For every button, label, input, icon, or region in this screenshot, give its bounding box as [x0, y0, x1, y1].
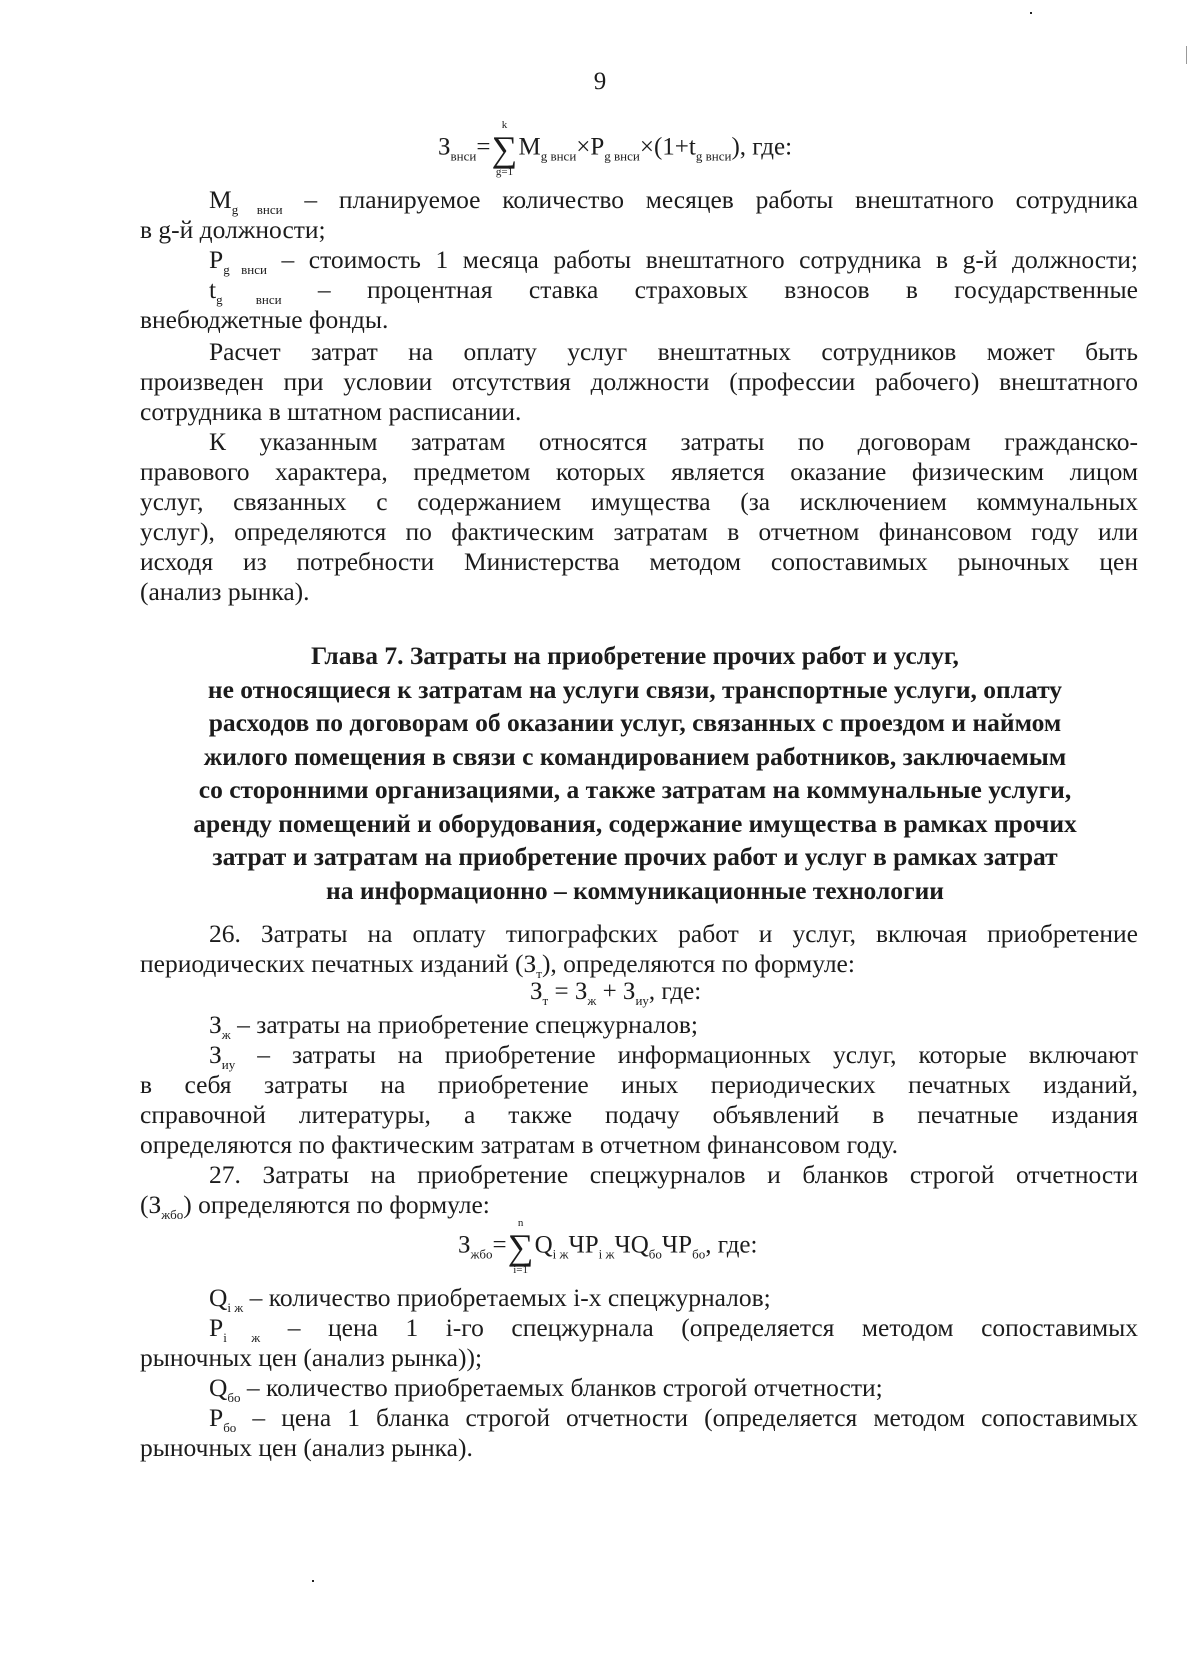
def-subscript: g внси — [216, 292, 282, 308]
def-symbol: З — [209, 1040, 222, 1069]
scan-speck — [1030, 12, 1032, 14]
chapter-heading — [130, 639, 1140, 907]
formula-symbol: M — [518, 133, 541, 161]
heading-line: на информационно – коммуникационные технологии — [326, 875, 944, 905]
definition-line: справочной литературы, а также подачу объявлений в печатные издания — [140, 1100, 1138, 1129]
def-symbol: P — [209, 245, 224, 274]
formula-symbol: P — [590, 133, 605, 161]
def-text: – затраты на приобретение информационных услуг, которые включают — [235, 1040, 1138, 1069]
formula-subscript: бо — [692, 1246, 706, 1262]
sum-lower-limit: i=1 — [513, 1264, 528, 1276]
formula-symbol: З — [438, 133, 451, 161]
paragraph-line: Расчет затрат на оплату услуг внештатных сотрудников может быть — [209, 337, 1138, 366]
item-26-line — [140, 948, 855, 989]
formula-vnsi: $З_{внси}=$ k ∑ g=1 $M_{g внси}\times P_{g внси}\times(1+t_{g внси})$, где: — [438, 119, 793, 178]
scan-speck — [1186, 46, 1187, 64]
def-text: – количество приобретаемых i-х спецжурналов; — [243, 1283, 771, 1312]
heading-line: расходов по договорам об оказании услуг, связанных с проездом и наймом — [208, 708, 1062, 737]
def-text: – количество приобретаемых бланков строгой отчетности; — [240, 1373, 883, 1402]
def-symbol: З — [209, 1010, 222, 1039]
def-subscript: g внси — [231, 202, 283, 218]
heading-line: затрат и затратам на приобретение прочих работ и услуг в рамках затрат — [212, 842, 1058, 871]
item-subscript: жбо — [161, 1207, 184, 1223]
scan-speck — [312, 1580, 314, 1582]
sum-operator: k ∑ g=1 — [491, 119, 518, 178]
def-symbol: Q — [209, 1283, 228, 1312]
formula-zt — [530, 978, 701, 1009]
formula-symbol: ЧQ — [614, 1231, 649, 1259]
definition-line — [209, 184, 1138, 225]
def-text: – планируемое количество месяцев работы внештатного сотрудника — [282, 185, 1138, 214]
item-subscript: т — [536, 966, 542, 982]
paragraph-line: правового характера, предметом которых является оказание физическим лицом — [140, 457, 1138, 486]
heading-line: со сторонними организациями, а также затратам на коммунальные услуги, — [198, 775, 1072, 804]
def-text: в g-й должности; — [140, 215, 326, 244]
formula-zhbo: $З_{жбо}=$ n ∑ i=1 $Q_{i ж}ЧP_{i ж}ЧQ_{бо}ЧP_{бо}$, где: — [458, 1217, 758, 1276]
def-subscript: иу — [221, 1057, 236, 1073]
item-text: ), определяются по формуле: — [541, 949, 855, 978]
def-subscript: g внси — [223, 262, 267, 278]
def-symbol: Q — [209, 1373, 228, 1402]
definition-line: в себя затраты на приобретение иных периодических печатных изданий, — [140, 1070, 1138, 1099]
heading-line: Глава 7. Затраты на приобретение прочих работ и услуг, — [311, 641, 959, 670]
formula-tail: , где: — [705, 1231, 758, 1259]
def-text: – цена 1 бланка строгой отчетности (определяется методом сопоставимых — [236, 1403, 1138, 1432]
def-text: – затраты на приобретение спецжурналов; — [230, 1010, 698, 1039]
paragraph-line: произведен при условии отсутствия должности (профессии рабочего) внештатного — [140, 367, 1138, 396]
formula-symbol: Q — [534, 1231, 553, 1259]
def-subscript: бо — [227, 1390, 241, 1406]
formula-symbol: ЧP — [661, 1231, 693, 1259]
formula-subscript: жбо — [470, 1246, 493, 1262]
paragraph-line: услуг), определяются по фактическим затратам в отчетном финансовом году или — [140, 517, 1138, 546]
item-27-line — [140, 1189, 490, 1230]
def-subscript: i ж — [227, 1300, 244, 1316]
def-subscript: бо — [223, 1420, 237, 1436]
paragraph-line: К указанным затратам относятся затраты по договорам гражданско- — [209, 427, 1138, 456]
formula-subscript: g внси — [695, 148, 732, 164]
formula-symbol: З — [530, 978, 543, 1005]
def-symbol: t — [209, 275, 217, 304]
item-26-line: 26. Затраты на оплату типографских работ и услуг, включая приобретение — [209, 919, 1138, 948]
def-text: рыночных цен (анализ рынка). — [140, 1433, 473, 1462]
item-text: периодических печатных изданий (З — [140, 949, 537, 978]
sum-upper-limit: k — [501, 119, 508, 131]
formula-subscript: т — [542, 993, 549, 1008]
def-symbol: M — [209, 185, 232, 214]
formula-subscript: ж — [587, 993, 597, 1008]
page-number: 9 — [593, 68, 607, 95]
sum-operator: n ∑ i=1 — [507, 1217, 534, 1276]
definition-line — [140, 214, 326, 245]
formula-tail: , где: — [648, 978, 702, 1005]
formula-symbol: = З — [548, 978, 588, 1005]
paragraph-line: сотрудника в штатном расписании. — [140, 397, 522, 426]
formula-subscript: бо — [648, 1246, 662, 1262]
formula-subscript: g внси — [540, 148, 577, 164]
item-27-line: 27. Затраты на приобретение спецжурналов и бланков строгой отчетности — [209, 1160, 1138, 1189]
def-subscript: ж — [221, 1027, 231, 1043]
def-text: – процентная ставка страховых взносов в государственные — [281, 275, 1138, 304]
sum-upper-limit: n — [517, 1217, 524, 1229]
definition-line — [140, 304, 388, 335]
paragraph-line: услуг, связанных с содержанием имущества (за исключением коммунальных — [140, 487, 1138, 516]
def-text: рыночных цен (анализ рынка)); — [140, 1343, 483, 1372]
def-text: – стоимость 1 месяца работы внештатного сотрудника в g-й должности; — [266, 245, 1138, 274]
paragraph-line: исходя из потребности Министерства методом сопоставимых рыночных цен — [140, 547, 1138, 576]
def-subscript: i ж — [223, 1330, 261, 1346]
definition-line — [140, 1342, 482, 1373]
paragraph-line: (анализ рынка). — [140, 577, 310, 606]
item-text: (З — [140, 1190, 162, 1219]
heading-line: жилого помещения в связи с командированием работников, заключаемым — [203, 741, 1067, 771]
formula-subscript: i ж — [598, 1246, 615, 1262]
def-symbol: P — [209, 1313, 224, 1342]
definition-line — [140, 1432, 473, 1463]
def-symbol: P — [209, 1403, 224, 1432]
heading-line: не относящиеся к затратам на услуги связи, транспортные услуги, оплату — [207, 674, 1063, 704]
formula-subscript: внси — [450, 148, 477, 164]
formula-symbol: + З — [596, 978, 636, 1005]
formula-symbol: ЧP — [568, 1231, 599, 1259]
item-text: ) определяются по формуле: — [183, 1190, 490, 1219]
formula-subscript: g внси — [604, 148, 640, 164]
sum-lower-limit: g=1 — [495, 166, 514, 178]
def-text: внебюджетные фонды. — [140, 305, 389, 334]
definition-line: определяются по фактическим затратам в отчетном финансовом году. — [140, 1130, 899, 1159]
formula-subscript: i ж — [552, 1246, 569, 1262]
formula-symbol: З — [458, 1231, 471, 1259]
formula-tail: ), где: — [731, 133, 793, 161]
heading-line: аренду помещений и оборудования, содержание имущества в рамках прочих — [193, 808, 1077, 838]
formula-subscript: иу — [635, 993, 649, 1008]
def-text: – цена 1 i-го спецжурнала (определяется методом сопоставимых — [260, 1313, 1138, 1342]
formula-symbol: (1+t — [653, 133, 696, 161]
